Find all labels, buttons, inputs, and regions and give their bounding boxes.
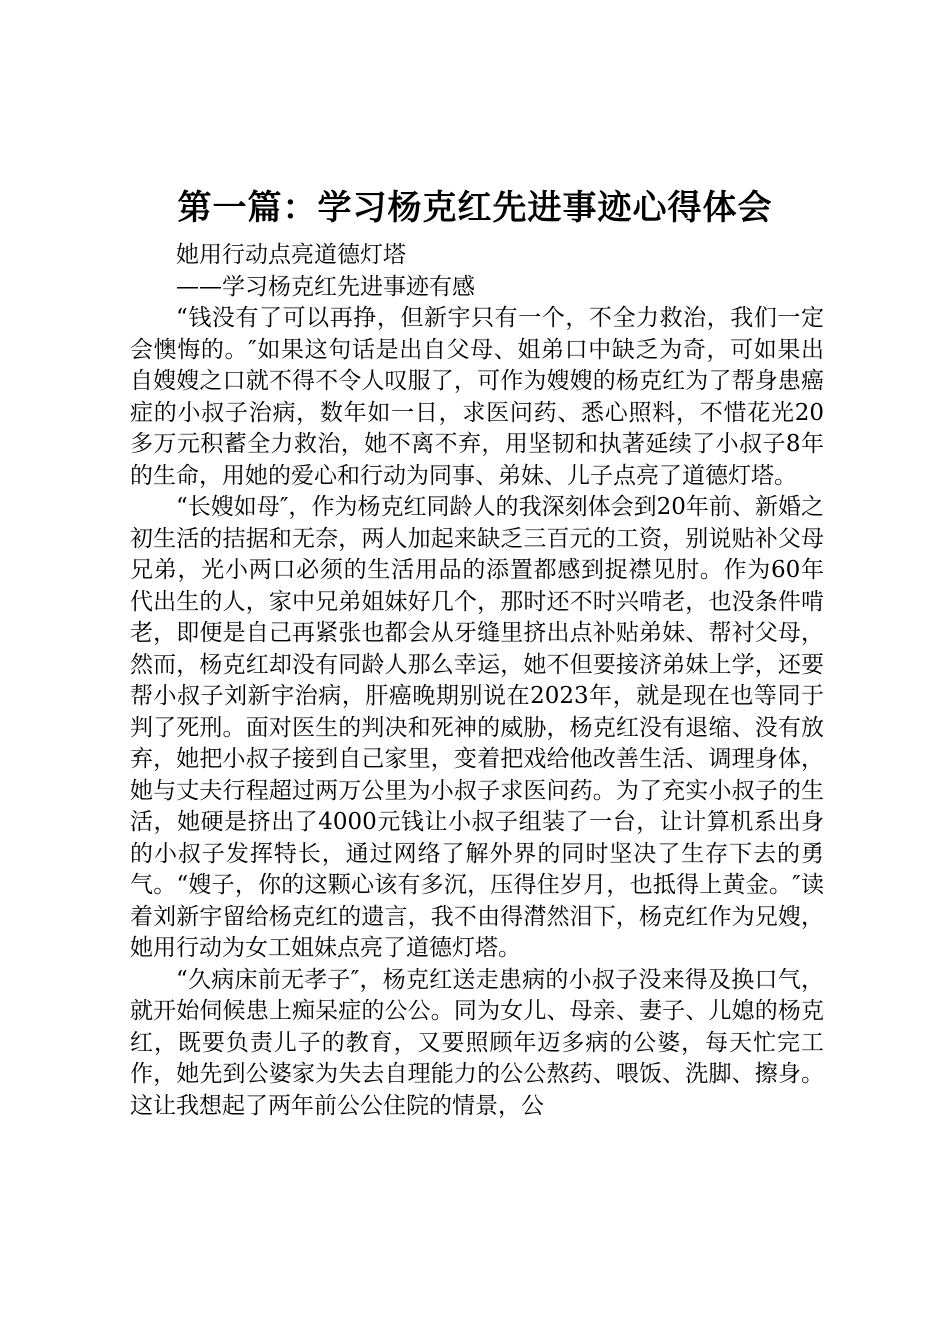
paragraph-1: “钱没有了可以再挣，但新宇只有一个，不全力救治，我们一定会懊悔的。″如果这句话是出自父母、姐弟口中缺乏为奇，可如果出自嫂嫂之口就不得不令人叹服了，可作为嫂嫂的杨克红为了帮身患癌症的小叔子治病，数年如一日，求医问药、悉心照料，不惜花光20多万元积蓄全力救治，她不离不弃，用坚韧和执著延续了小叔子8年的生命，用她的爱心和行动为同事、弟妹、儿子点亮了道德灯塔。 [130, 305, 824, 489]
subtitle-line-1: 她用行动点亮道德灯塔 [176, 242, 406, 268]
page-title: 第一篇：学习杨克红先进事迹心得体会 [177, 188, 773, 228]
document-body [130, 240, 824, 1122]
subtitle-line-2: ——学习杨克红先进事迹有感 [176, 273, 475, 300]
paragraph-3: “久病床前无孝子″，杨克红送走患病的小叔子没来得及换口气，就开始伺候患上痴呆症的公公。同为女儿、母亲、妻子、儿媳的杨克红，既要负责儿子的教育，又要照顾年迈多病的公婆，每天忙完工作，她先到公婆家为失去自理能力的公公熬药、喂饭、洗脚、擦身。这让我想起了两年前公公住院的情景，公 [130, 966, 824, 1119]
paragraph-2: “长嫂如母″，作为杨克红同龄人的我深刻体会到20年前、新婚之初生活的拮据和无奈，两人加起来缺乏三百元的工资，别说贴补父母兄弟，光小两口必须的生活用品的添置都感到捉襟见肘。作为60年代出生的人，家中兄弟姐妹好几个，那时还不时兴啃老，也没条件啃老，即便是自己再紧张也都会从牙缝里挤出点补贴弟妹、帮衬父母，然而，杨克红却没有同龄人那么幸运，她不但要接济弟妹上学，还要帮小叔子刘新宇治病，肝癌晚期别说在2023年，就是现在也等同于判了死刑。面对医生的判决和死神的威胁，杨克红没有退缩、没有放弃，她把小叔子接到自己家里，变着把戏给他改善生活、调理身体，她与丈夫行程超过两万公里为小叔子求医问药。为了充实小叔子的生活，她硬是挤出了4000元钱让小叔子组装了一台，让计算机系出身的小叔子发挥特长，通过网络了解外界的同时坚决了生存下去的勇气。“嫂子，你的这颗心该有多沉，压得住岁月，也抵得上黄金。″读着刘新宇留给杨克红的遗言，我不由得潸然泪下，杨克红作为兄嫂，她用行动为女工姐妹点亮了道德灯塔。 [130, 494, 824, 961]
